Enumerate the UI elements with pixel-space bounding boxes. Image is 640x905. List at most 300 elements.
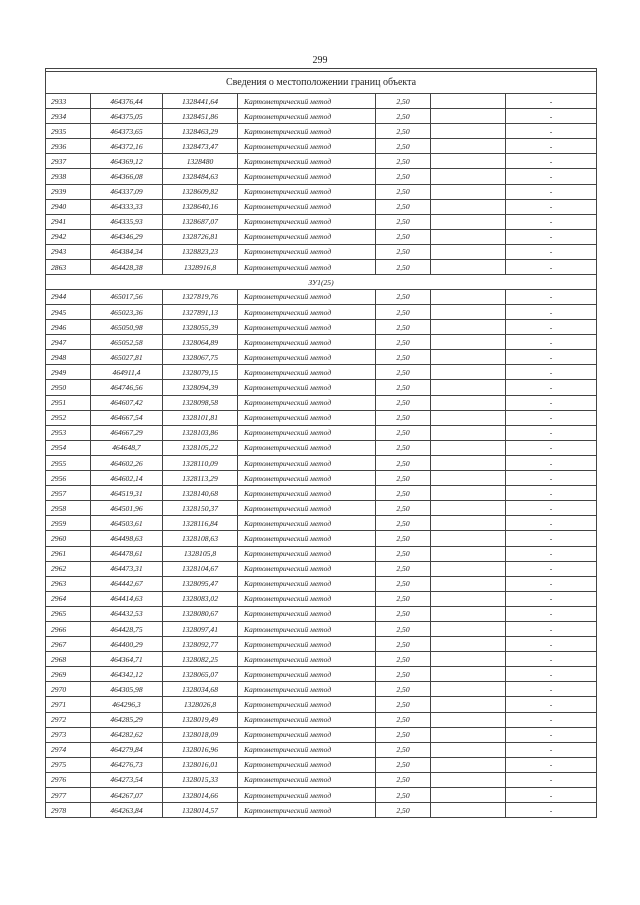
- table-row: [46, 727, 597, 742]
- extra-cell: -: [506, 365, 597, 380]
- extra-cell: -: [506, 576, 597, 591]
- description-cell: [431, 380, 506, 395]
- x-coordinate-cell: 464503,61: [91, 516, 163, 531]
- extra-cell: -: [506, 637, 597, 652]
- x-coordinate-cell: 464667,54: [91, 410, 163, 425]
- x-coordinate-cell: 464473,31: [91, 561, 163, 576]
- point-number-cell: 2945: [46, 305, 91, 320]
- accuracy-cell: 2,50: [376, 244, 431, 259]
- method-cell: Картометрический метод: [238, 516, 376, 531]
- method-cell: Картометрический метод: [238, 154, 376, 169]
- extra-cell: -: [506, 109, 597, 124]
- x-coordinate-cell: 464282,62: [91, 727, 163, 742]
- table-row: [46, 109, 597, 124]
- accuracy-cell: 2,50: [376, 546, 431, 561]
- point-number-cell: 2939: [46, 184, 91, 199]
- point-number-cell: 2960: [46, 531, 91, 546]
- extra-cell: -: [506, 425, 597, 440]
- description-cell: [431, 410, 506, 425]
- point-number-cell: 2970: [46, 682, 91, 697]
- point-number-cell: 2972: [46, 712, 91, 727]
- extra-cell: -: [506, 727, 597, 742]
- extra-cell: -: [506, 697, 597, 712]
- accuracy-cell: 2,50: [376, 109, 431, 124]
- extra-cell: -: [506, 380, 597, 395]
- description-cell: [431, 94, 506, 109]
- table-row: [46, 471, 597, 486]
- accuracy-cell: 2,50: [376, 260, 431, 275]
- extra-cell: -: [506, 199, 597, 214]
- point-number-cell: 2952: [46, 410, 91, 425]
- method-cell: Картометрический метод: [238, 531, 376, 546]
- method-cell: Картометрический метод: [238, 320, 376, 335]
- description-cell: [431, 501, 506, 516]
- y-coordinate-cell: 1328016,96: [163, 742, 238, 757]
- extra-cell: -: [506, 244, 597, 259]
- method-cell: Картометрический метод: [238, 350, 376, 365]
- table-row: [46, 591, 597, 606]
- accuracy-cell: 2,50: [376, 621, 431, 636]
- table-row: [46, 772, 597, 787]
- accuracy-cell: 2,50: [376, 772, 431, 787]
- extra-cell: -: [506, 516, 597, 531]
- extra-cell: -: [506, 788, 597, 803]
- point-number-cell: 2977: [46, 788, 91, 803]
- description-cell: [431, 546, 506, 561]
- extra-cell: -: [506, 260, 597, 275]
- y-coordinate-cell: 1328098,58: [163, 395, 238, 410]
- extra-cell: -: [506, 184, 597, 199]
- description-cell: [431, 637, 506, 652]
- accuracy-cell: 2,50: [376, 516, 431, 531]
- description-cell: [431, 184, 506, 199]
- point-number-cell: 2863: [46, 260, 91, 275]
- y-coordinate-cell: 1328097,41: [163, 621, 238, 636]
- point-number-cell: 2971: [46, 697, 91, 712]
- x-coordinate-cell: 465050,98: [91, 320, 163, 335]
- y-coordinate-cell: 1328105,22: [163, 440, 238, 455]
- table-row: [46, 531, 597, 546]
- description-cell: [431, 214, 506, 229]
- accuracy-cell: 2,50: [376, 652, 431, 667]
- x-coordinate-cell: 464746,56: [91, 380, 163, 395]
- method-cell: Картометрический метод: [238, 501, 376, 516]
- accuracy-cell: 2,50: [376, 757, 431, 772]
- accuracy-cell: 2,50: [376, 591, 431, 606]
- description-cell: [431, 440, 506, 455]
- method-cell: Картометрический метод: [238, 410, 376, 425]
- method-cell: Картометрический метод: [238, 712, 376, 727]
- point-number-cell: 2935: [46, 124, 91, 139]
- x-coordinate-cell: 464911,4: [91, 365, 163, 380]
- y-coordinate-cell: 1328609,82: [163, 184, 238, 199]
- description-cell: [431, 139, 506, 154]
- y-coordinate-cell: 1328113,29: [163, 471, 238, 486]
- point-number-cell: 2940: [46, 199, 91, 214]
- y-coordinate-cell: 1328484,63: [163, 169, 238, 184]
- extra-cell: -: [506, 305, 597, 320]
- section-heading-row: [46, 275, 597, 290]
- description-cell: [431, 652, 506, 667]
- table-row: [46, 561, 597, 576]
- extra-cell: -: [506, 229, 597, 244]
- x-coordinate-cell: 464263,84: [91, 803, 163, 818]
- point-number-cell: 2978: [46, 803, 91, 818]
- description-cell: [431, 757, 506, 772]
- y-coordinate-cell: 1328082,25: [163, 652, 238, 667]
- method-cell: Картометрический метод: [238, 365, 376, 380]
- y-coordinate-cell: 1328065,07: [163, 667, 238, 682]
- y-coordinate-cell: 1328150,37: [163, 501, 238, 516]
- y-coordinate-cell: 1328116,84: [163, 516, 238, 531]
- method-cell: Картометрический метод: [238, 305, 376, 320]
- x-coordinate-cell: 464428,75: [91, 621, 163, 636]
- method-cell: Картометрический метод: [238, 697, 376, 712]
- table-row: [46, 652, 597, 667]
- accuracy-cell: 2,50: [376, 365, 431, 380]
- description-cell: [431, 365, 506, 380]
- description-cell: [431, 305, 506, 320]
- description-cell: [431, 803, 506, 818]
- extra-cell: -: [506, 169, 597, 184]
- point-number-cell: 2937: [46, 154, 91, 169]
- x-coordinate-cell: 465052,58: [91, 335, 163, 350]
- x-coordinate-cell: 464364,71: [91, 652, 163, 667]
- table-row: [46, 94, 597, 109]
- x-coordinate-cell: 464333,33: [91, 199, 163, 214]
- y-coordinate-cell: 1328055,39: [163, 320, 238, 335]
- accuracy-cell: 2,50: [376, 712, 431, 727]
- method-cell: Картометрический метод: [238, 591, 376, 606]
- x-coordinate-cell: 464373,65: [91, 124, 163, 139]
- y-coordinate-cell: 1328079,15: [163, 365, 238, 380]
- method-cell: Картометрический метод: [238, 606, 376, 621]
- method-cell: Картометрический метод: [238, 380, 376, 395]
- extra-cell: -: [506, 395, 597, 410]
- section-heading: ЗУ1(25): [46, 275, 597, 290]
- y-coordinate-cell: 1327891,13: [163, 305, 238, 320]
- description-cell: [431, 727, 506, 742]
- point-number-cell: 2965: [46, 606, 91, 621]
- x-coordinate-cell: 464375,05: [91, 109, 163, 124]
- table-row: [46, 455, 597, 470]
- extra-cell: -: [506, 139, 597, 154]
- table-row: [46, 486, 597, 501]
- table-row: [46, 154, 597, 169]
- table-row: [46, 606, 597, 621]
- point-number-cell: 2950: [46, 380, 91, 395]
- point-number-cell: 2975: [46, 757, 91, 772]
- y-coordinate-cell: 1328064,89: [163, 335, 238, 350]
- y-coordinate-cell: 1328080,67: [163, 606, 238, 621]
- y-coordinate-cell: 1328140,68: [163, 486, 238, 501]
- description-cell: [431, 229, 506, 244]
- x-coordinate-cell: 464400,29: [91, 637, 163, 652]
- description-cell: [431, 244, 506, 259]
- table-row: [46, 169, 597, 184]
- y-coordinate-cell: 1328480: [163, 154, 238, 169]
- table-row: [46, 546, 597, 561]
- point-number-cell: 2934: [46, 109, 91, 124]
- x-coordinate-cell: 464648,7: [91, 440, 163, 455]
- extra-cell: -: [506, 471, 597, 486]
- extra-cell: -: [506, 124, 597, 139]
- method-cell: Картометрический метод: [238, 667, 376, 682]
- point-number-cell: 2966: [46, 621, 91, 636]
- accuracy-cell: 2,50: [376, 184, 431, 199]
- method-cell: Картометрический метод: [238, 425, 376, 440]
- y-coordinate-cell: 1328014,66: [163, 788, 238, 803]
- y-coordinate-cell: 1328463,29: [163, 124, 238, 139]
- accuracy-cell: 2,50: [376, 667, 431, 682]
- x-coordinate-cell: 464602,14: [91, 471, 163, 486]
- table-row: [46, 440, 597, 455]
- point-number-cell: 2957: [46, 486, 91, 501]
- method-cell: Картометрический метод: [238, 637, 376, 652]
- y-coordinate-cell: 1328018,09: [163, 727, 238, 742]
- x-coordinate-cell: 464376,44: [91, 94, 163, 109]
- accuracy-cell: 2,50: [376, 471, 431, 486]
- y-coordinate-cell: 1328104,67: [163, 561, 238, 576]
- method-cell: Картометрический метод: [238, 757, 376, 772]
- y-coordinate-cell: 1328108,63: [163, 531, 238, 546]
- method-cell: Картометрический метод: [238, 788, 376, 803]
- y-coordinate-cell: 1328101,81: [163, 410, 238, 425]
- y-coordinate-cell: 1328451,86: [163, 109, 238, 124]
- y-coordinate-cell: 1328034,68: [163, 682, 238, 697]
- extra-cell: -: [506, 712, 597, 727]
- point-number-cell: 2974: [46, 742, 91, 757]
- description-cell: [431, 169, 506, 184]
- description-cell: [431, 289, 506, 304]
- x-coordinate-cell: 464519,31: [91, 486, 163, 501]
- x-coordinate-cell: 464432,53: [91, 606, 163, 621]
- x-coordinate-cell: 464498,63: [91, 531, 163, 546]
- description-cell: [431, 561, 506, 576]
- method-cell: Картометрический метод: [238, 772, 376, 787]
- method-cell: Картометрический метод: [238, 229, 376, 244]
- y-coordinate-cell: 1328640,16: [163, 199, 238, 214]
- accuracy-cell: 2,50: [376, 410, 431, 425]
- table-row: [46, 712, 597, 727]
- method-cell: Картометрический метод: [238, 621, 376, 636]
- method-cell: Картометрический метод: [238, 94, 376, 109]
- method-cell: Картометрический метод: [238, 395, 376, 410]
- accuracy-cell: 2,50: [376, 576, 431, 591]
- y-coordinate-cell: 1328016,01: [163, 757, 238, 772]
- table-row: [46, 516, 597, 531]
- y-coordinate-cell: 1328094,39: [163, 380, 238, 395]
- method-cell: Картометрический метод: [238, 139, 376, 154]
- y-coordinate-cell: 1328441,64: [163, 94, 238, 109]
- table-row: [46, 380, 597, 395]
- y-coordinate-cell: 1328110,09: [163, 455, 238, 470]
- description-cell: [431, 320, 506, 335]
- accuracy-cell: 2,50: [376, 169, 431, 184]
- coordinates-table: [45, 68, 597, 818]
- description-cell: [431, 455, 506, 470]
- description-cell: [431, 335, 506, 350]
- method-cell: Картометрический метод: [238, 576, 376, 591]
- point-number-cell: 2951: [46, 395, 91, 410]
- table-row: [46, 425, 597, 440]
- point-number-cell: 2941: [46, 214, 91, 229]
- x-coordinate-cell: 464369,12: [91, 154, 163, 169]
- extra-cell: -: [506, 621, 597, 636]
- point-number-cell: 2956: [46, 471, 91, 486]
- method-cell: Картометрический метод: [238, 289, 376, 304]
- x-coordinate-cell: 464442,67: [91, 576, 163, 591]
- extra-cell: -: [506, 154, 597, 169]
- method-cell: Картометрический метод: [238, 727, 376, 742]
- extra-cell: -: [506, 757, 597, 772]
- point-number-cell: 2949: [46, 365, 91, 380]
- table-body: [46, 69, 597, 818]
- x-coordinate-cell: 464366,08: [91, 169, 163, 184]
- extra-cell: -: [506, 94, 597, 109]
- x-coordinate-cell: 464296,3: [91, 697, 163, 712]
- x-coordinate-cell: 464501,96: [91, 501, 163, 516]
- accuracy-cell: 2,50: [376, 531, 431, 546]
- point-number-cell: 2942: [46, 229, 91, 244]
- method-cell: Картометрический метод: [238, 546, 376, 561]
- extra-cell: -: [506, 742, 597, 757]
- accuracy-cell: 2,50: [376, 455, 431, 470]
- point-number-cell: 2946: [46, 320, 91, 335]
- accuracy-cell: 2,50: [376, 350, 431, 365]
- method-cell: Картометрический метод: [238, 440, 376, 455]
- method-cell: Картометрический метод: [238, 471, 376, 486]
- extra-cell: -: [506, 531, 597, 546]
- table-row: [46, 621, 597, 636]
- x-coordinate-cell: 464335,93: [91, 214, 163, 229]
- point-number-cell: 2961: [46, 546, 91, 561]
- accuracy-cell: 2,50: [376, 742, 431, 757]
- table-row: [46, 697, 597, 712]
- method-cell: Картометрический метод: [238, 486, 376, 501]
- x-coordinate-cell: 464384,34: [91, 244, 163, 259]
- table-row: [46, 335, 597, 350]
- accuracy-cell: 2,50: [376, 561, 431, 576]
- accuracy-cell: 2,50: [376, 335, 431, 350]
- table-row: [46, 199, 597, 214]
- extra-cell: -: [506, 501, 597, 516]
- extra-cell: -: [506, 335, 597, 350]
- accuracy-cell: 2,50: [376, 139, 431, 154]
- x-coordinate-cell: 464276,73: [91, 757, 163, 772]
- description-cell: [431, 621, 506, 636]
- extra-cell: -: [506, 350, 597, 365]
- point-number-cell: 2963: [46, 576, 91, 591]
- extra-cell: -: [506, 440, 597, 455]
- table-row: [46, 124, 597, 139]
- description-cell: [431, 606, 506, 621]
- x-coordinate-cell: 465023,36: [91, 305, 163, 320]
- x-coordinate-cell: 464305,98: [91, 682, 163, 697]
- description-cell: [431, 486, 506, 501]
- x-coordinate-cell: 464342,12: [91, 667, 163, 682]
- x-coordinate-cell: 464607,42: [91, 395, 163, 410]
- table-row: [46, 350, 597, 365]
- table-title: Сведения о местоположении границ объекта: [46, 72, 597, 94]
- x-coordinate-cell: 464279,84: [91, 742, 163, 757]
- method-cell: Картометрический метод: [238, 335, 376, 350]
- accuracy-cell: 2,50: [376, 501, 431, 516]
- method-cell: Картометрический метод: [238, 184, 376, 199]
- description-cell: [431, 471, 506, 486]
- x-coordinate-cell: 464667,29: [91, 425, 163, 440]
- description-cell: [431, 395, 506, 410]
- x-coordinate-cell: 464372,16: [91, 139, 163, 154]
- description-cell: [431, 154, 506, 169]
- description-cell: [431, 350, 506, 365]
- table-row: [46, 742, 597, 757]
- table-row: [46, 788, 597, 803]
- table-row: [46, 410, 597, 425]
- y-coordinate-cell: 1328067,75: [163, 350, 238, 365]
- accuracy-cell: 2,50: [376, 425, 431, 440]
- extra-cell: -: [506, 606, 597, 621]
- table-row: [46, 214, 597, 229]
- accuracy-cell: 2,50: [376, 154, 431, 169]
- extra-cell: -: [506, 591, 597, 606]
- accuracy-cell: 2,50: [376, 727, 431, 742]
- method-cell: Картометрический метод: [238, 169, 376, 184]
- description-cell: [431, 531, 506, 546]
- point-number-cell: 2967: [46, 637, 91, 652]
- table-row: [46, 576, 597, 591]
- x-coordinate-cell: 464428,38: [91, 260, 163, 275]
- x-coordinate-cell: 464267,07: [91, 788, 163, 803]
- method-cell: Картометрический метод: [238, 803, 376, 818]
- x-coordinate-cell: 464602,26: [91, 455, 163, 470]
- y-coordinate-cell: 1328015,33: [163, 772, 238, 787]
- table-row: [46, 667, 597, 682]
- extra-cell: -: [506, 667, 597, 682]
- extra-cell: -: [506, 682, 597, 697]
- table-row: [46, 244, 597, 259]
- method-cell: Картометрический метод: [238, 244, 376, 259]
- x-coordinate-cell: 464285,29: [91, 712, 163, 727]
- table-row: [46, 637, 597, 652]
- accuracy-cell: 2,50: [376, 788, 431, 803]
- point-number-cell: 2976: [46, 772, 91, 787]
- point-number-cell: 2954: [46, 440, 91, 455]
- y-coordinate-cell: 1328092,77: [163, 637, 238, 652]
- extra-cell: -: [506, 652, 597, 667]
- x-coordinate-cell: 465017,56: [91, 289, 163, 304]
- method-cell: Картометрический метод: [238, 260, 376, 275]
- point-number-cell: 2933: [46, 94, 91, 109]
- method-cell: Картометрический метод: [238, 455, 376, 470]
- point-number-cell: 2936: [46, 139, 91, 154]
- accuracy-cell: 2,50: [376, 697, 431, 712]
- x-coordinate-cell: 464346,29: [91, 229, 163, 244]
- point-number-cell: 2953: [46, 425, 91, 440]
- extra-cell: -: [506, 320, 597, 335]
- page-number: 299: [312, 55, 328, 66]
- method-cell: Картометрический метод: [238, 561, 376, 576]
- extra-cell: -: [506, 772, 597, 787]
- accuracy-cell: 2,50: [376, 305, 431, 320]
- method-cell: Картометрический метод: [238, 199, 376, 214]
- point-number-cell: 2947: [46, 335, 91, 350]
- point-number-cell: 2969: [46, 667, 91, 682]
- description-cell: [431, 591, 506, 606]
- point-number-cell: 2964: [46, 591, 91, 606]
- x-coordinate-cell: 464273,54: [91, 772, 163, 787]
- description-cell: [431, 742, 506, 757]
